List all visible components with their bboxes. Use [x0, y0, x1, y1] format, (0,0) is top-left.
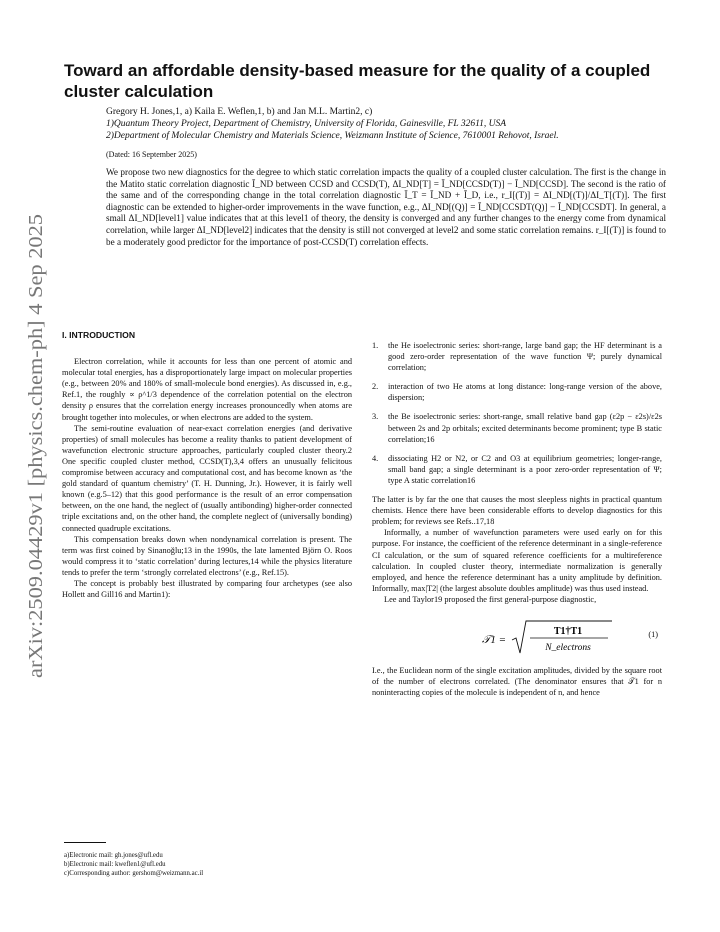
- paragraph: Electron correlation, while it accounts for less than one percent of atomic and molecular total energies, has a disproportionately large impact on molecular properties (e.g., between 20% and 180% of small-molecule bond energies). As discussed in, e.g., Ref.1, the roughly ∝ ρ^1/3 dependence of the correlation potential on the electron density ρ ensures that the correlation energy increases pronouncedly when atoms are brought together into molecules, or when electrons are added to the system.: [62, 357, 352, 422]
- affiliation-1: 1)Quantum Theory Project, Department of Chemistry, University of Florida, Gainesville, FL 32611, USA: [106, 119, 507, 129]
- abstract: We propose two new diagnostics for the degree to which static correlation impacts the quality of a coupled cluster calculation. The first is the change in the Matito static correlation diagnostic Ī_ND between CCSD and CCSD(T), ΔI_ND[T] = Ī_ND[CCSD(T)] − Ī_ND[CCSD]. The second is the ratio of the same and of the corresponding change in the total correlation diagnostic Ī_T = Ī_ND + Ī_D, i.e., r_I[(T)] = ΔI_ND[(T)]/ΔI_T[(T)]. The first diagnostic can be extended to higher-order improvements in the wave function, e.g., ΔI_ND[(Q)] = Ī_ND[CCSDT(Q)] − Ī_ND[CCSDT]. In general, a small ΔI_ND[level1] value indicates that at this level1 of theory, the density is converged and any further changes to the energy come from dynamical correlation, while larger ΔI_ND[level2] indicates that the density is still not converged at level2 and some static correlation remains. r_I[(T)] is found to be a moderately good predictor for the importance of post-CCSD(T) correlation effects.: [106, 167, 666, 247]
- equation-denominator: N_electrons: [545, 642, 591, 653]
- right-column: [372, 330, 662, 698]
- list-text: the Be isoelectronic series: short-range, small relative band gap (ε2p − ε2s)/ε2s between 2s and 2p orbitals; excited determinants become prominent; type B static correlation;16: [388, 412, 662, 444]
- equation-lhs: 𝒯1 =: [482, 633, 507, 646]
- paper-header: [64, 60, 664, 248]
- equation-formula: [482, 619, 642, 659]
- paragraph: The concept is probably best illustrated by comparing four archetypes (see also Hollett and Gill16 and Martin1):: [62, 578, 352, 600]
- authors-line: Gregory H. Jones,1, a) Kaila E. Weflen,1, b) and Jan M.L. Martin2, c): [106, 107, 373, 117]
- footnote: c)Corresponding author: gershom@weizmann.ac.il: [64, 870, 204, 877]
- list-number: 1.: [372, 341, 379, 350]
- list-item: [372, 340, 662, 373]
- paragraph: The latter is by far the one that causes the most sleepless nights in practical quantum chemists. Hence there have been considerable efforts to develop diagnostics for this problem; for reviews see Refs..17,18: [372, 495, 662, 527]
- section-heading: I. INTRODUCTION: [62, 330, 136, 340]
- paper-title: Toward an affordable density-based measure for the quality of a coupled cluster calculation: [64, 61, 651, 101]
- equation-number: (1): [648, 629, 658, 639]
- paragraph: I.e., the Euclidean norm of the single excitation amplitudes, divided by the square root of the number of electrons correlated. (The denominator ensures that 𝒯1 for n noninteracting copies of the molecule is independent of n, and hence: [372, 665, 662, 698]
- equation-numerator: T1†T1: [553, 625, 583, 637]
- footnote: b)Electronic mail: kweflen1@ufl.edu: [64, 861, 166, 868]
- list-text: dissociating H2 or N2, or C2 and O3 at equilibrium geometries; longer-range, small band gap; a single determinant is a poor zero-order representation of Ψ; type A static correlation16: [388, 453, 662, 485]
- affiliation-2: 2)Department of Molecular Chemistry and Materials Science, Weizmann Institute of Science, 7610001 Rehovot, Israel.: [106, 131, 559, 141]
- list-text: interaction of two He atoms at long distance: long-range version of the above, dispersion;: [388, 382, 662, 403]
- author-list: [106, 106, 664, 142]
- left-column: [62, 330, 352, 600]
- list-item: [372, 453, 662, 486]
- arxiv-identifier: arXiv:2509.04429v1 [physics.chem-ph] 4 Sep 2025: [25, 253, 47, 678]
- list-item: [372, 381, 662, 403]
- list-number: 4.: [372, 453, 379, 463]
- footnotes: [64, 842, 354, 878]
- list-number: 2.: [372, 382, 379, 392]
- list-number: 3.: [372, 412, 379, 422]
- paragraph: This compensation breaks down when nondynamical correlation is present. The term was first coined by Sinanoğlu;13 in the 1990s, the late lamented Björn O. Roos would compress it to ‘static correlation’ during lectures,14 while the physics literature tends to prefer the term ‘strongly correlated electrons’ (e.g., Ref.15).: [62, 534, 352, 577]
- arxiv-stamp: [14, 210, 54, 680]
- date-line: (Dated: 16 September 2025): [106, 150, 197, 159]
- archetype-list: [372, 340, 662, 486]
- list-item: [372, 411, 662, 444]
- footnote: a)Electronic mail: gh.jones@ufl.edu: [64, 852, 163, 859]
- footnote-rule: [64, 842, 106, 843]
- list-text: the He isoelectronic series: short-range, large band gap; the HF determinant is a good zero-order representation of the wave function Ψ; purely dynamical correlation;: [388, 341, 662, 373]
- equation-1: [372, 611, 662, 661]
- paragraph: Lee and Taylor19 proposed the first general-purpose diagnostic,: [384, 594, 597, 604]
- paragraph: Informally, a number of wavefunction parameters were used early on for this purpose. For instance, the coefficient of the reference determinant in a single-reference CI calculation, or the sum of squared reference coefficients for a multireference calculation. In coupled cluster theory, intermediate normalization is generally employed, and hence the reference determinant has a unity amplitude by definition. Informally, max|T2| (the largest absolute doubles amplitude) was thus used instead.: [372, 528, 662, 593]
- paragraph: The semi-routine evaluation of near-exact correlation energies (and derivative properties) of small molecules has become a reality thanks to patient development of wavefunction electronic structure approaches, particularly coupled cluster theory.2 One specific coupled cluster method, CCSD(T),3,4 offers an unusually felicitous compromise between accuracy and computational cost, and has become known as ‘the gold standard of quantum chemistry’ (T. H. Dunning, Jr.). However, it is fairly well known (e.g.5–12) that this good performance is the result of an error compensation between, on the one hand, the neglect of (usually antibonding) higher-order connected triple excitations and, on the other hand, the complete neglect of (universally bonding) connected quadruple excitations.: [62, 423, 352, 533]
